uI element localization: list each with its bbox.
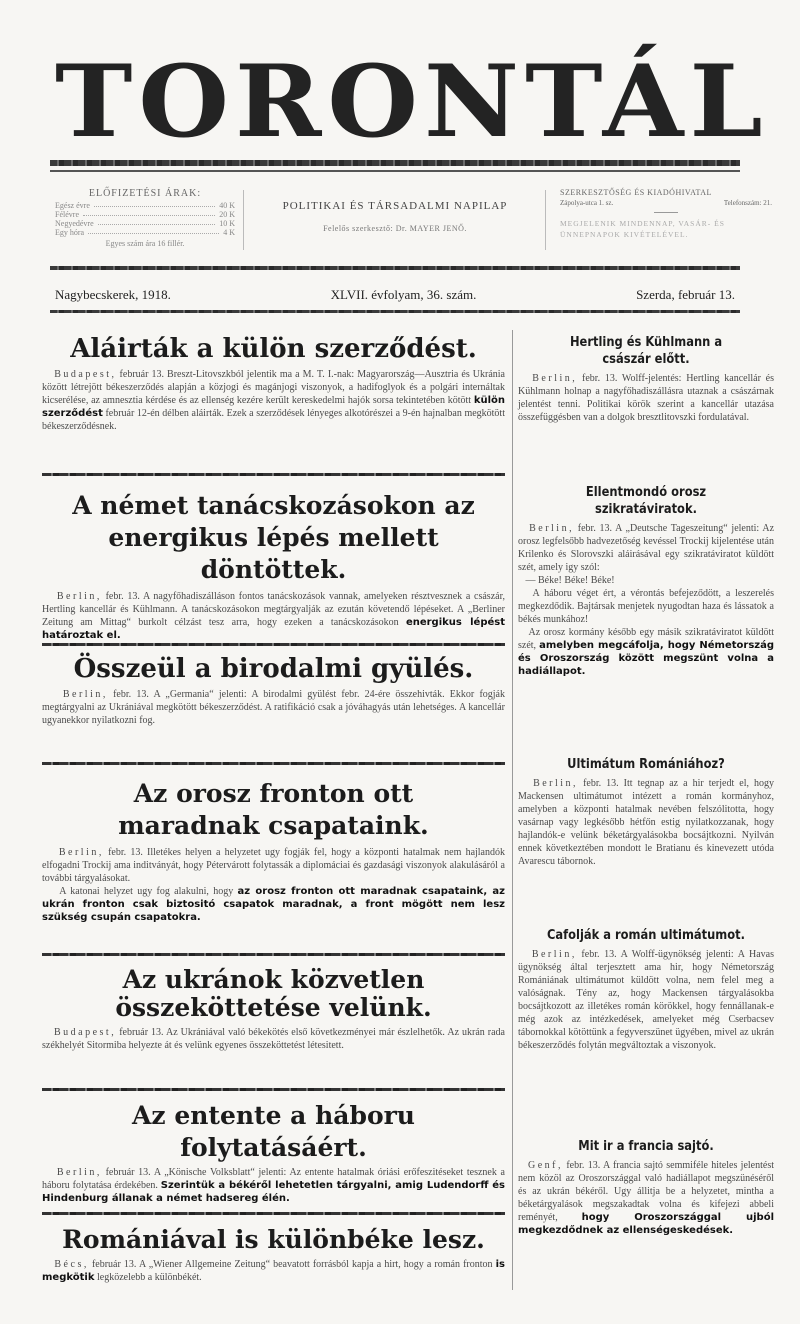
- article-headline: Mit ir a francia sajtó.: [578, 1138, 714, 1154]
- article-body: Bécs, február 13. A „Wiener Allgemeine Zeitung“ beavatott forrásból kapja a hirt, hogy a román fronton is megkötik legközelebb a különbékét.: [42, 1259, 506, 1283]
- article-body: Budapest, február 13. Breszt-Litovszkból jelentik ma a M. T. I.-nak: Magyarország—Ausztria és Ukránia között létrejött békeszerződés alapján a közjogi és magánjogi viszonyok, a hadifoglyok és a polgári internáltak kicserélése, az amnesztia kérdése és az ellenség kezére került kereskedelmi hajók sorsa tekintetében kötött külön szerződést február 12-én délben aláirták. Ezek a szerződések lényeges alkotórészei a 9-én hajnalban megkötött békeszerződésnek.: [42, 369, 505, 432]
- volume-number: XLVII. évfolyam, 36. szám.: [330, 287, 477, 302]
- editor-line: Felelős szerkesztő: Dr. MAYER JENŐ.: [323, 224, 467, 233]
- publication-schedule: MEGJELENIK MINDENNAP, VASÁR- ÉS ÜNNEPNAPOK KIVÉTELÉVEL.: [560, 219, 725, 239]
- article-headline: Hertling és Kühlmann a császár előtt.: [569, 334, 723, 367]
- article: [42, 652, 505, 727]
- price-value: 4 K: [223, 228, 235, 237]
- divider: [654, 212, 678, 213]
- article-body: Genf, febr. 13. A francia sajtó semmiféle hiteles jelentést nem közöl az Oroszországgal való hadiállapot megszünéséről és az ukrán békéről. Ugy állitja be a helyzetet, mintha a béketárgyalások megszakadtak volna és kifejezi abbeli reményét, hogy Oroszországgal ujból megkezdődnek az ellenségeskedések.: [518, 1160, 774, 1236]
- article-headline: Az entente a háboru folytatásáért.: [132, 1101, 415, 1162]
- article-body: Berlin, febr. 13. A „Germania“ jelenti: A birodalmi gyülést febr. 24-ére összehivták. Ekkor fogják megtárgyalni az Ukrániával megkötött békeszerződést. A ratifikáció csak a jóváhagyás után lehetséges. A kancellár ugyanekkor nyilatkozni fog.: [42, 689, 505, 726]
- article-headline: Az ukránok közvetlen összeköttetése velünk.: [115, 965, 432, 1022]
- article: [42, 778, 505, 924]
- place-year: Nagybecskerek, 1918.: [55, 287, 171, 302]
- article: [518, 1138, 774, 1237]
- article-headline: Ultimátum Romániához?: [567, 756, 725, 772]
- paper-subtitle: POLITIKAI ÉS TÁRSADALMI NAPILAP: [282, 200, 508, 212]
- article-body: A háboru véget ért, a vérontás befejeződött, a leszerelés megkezdődik. Bajtársak menjetek nyugodtan haza és lássatok a békés munkához!: [518, 588, 774, 625]
- article-separator: [42, 953, 505, 956]
- article-headline: Romániával is különbéke lesz.: [62, 1225, 485, 1254]
- article: [42, 1224, 505, 1284]
- article-body: Berlin, febr. 13. A „Deutsche Tageszeitung“ jelenti: Az orosz legfelsőbb hadvezetőség kevéssel Trockij kijelentése után Krilenko és Slorovszki aláirásával egy szikratáviratot küldött szét, amely igy szól:: [518, 523, 775, 573]
- price-label: Félévre: [55, 210, 79, 219]
- price-label: Egész évre: [55, 201, 90, 210]
- column-divider: [512, 330, 513, 1290]
- article-body: Az orosz kormány később egy másik szikratáviratot küldött szét, amelyben megcáfolja, hogy Németország és Oroszország között megszünt volna a hadiállapot.: [518, 627, 774, 677]
- price-row: [55, 219, 235, 228]
- price-row: [55, 210, 235, 219]
- subscription-title: ELŐFIZETÉSI ÁRAK:: [88, 188, 202, 199]
- article-body: A katonai helyzet ugy fog alakulni, hogy az orosz fronton ott maradnak csapataink, az ukrán fronton csak biztositó csapatok maradnak, a front mögött nem lesz szükség csupán csapatokra.: [42, 886, 505, 923]
- article-body: Berlin, febr. 13. Illetékes helyen a helyzetet ugy fogják fel, hogy a központi hatalmak nem hajlandók elfogadni Trockij ama inditványát, hogy Pétervárott folytassák a diplomáciai és gazdasági viszonyok alakulásáról a további tárgyalásokat.: [42, 847, 505, 884]
- office-info: [560, 188, 772, 240]
- office-address: Zápolya-utca 1. sz.: [560, 199, 614, 207]
- article: [518, 756, 774, 868]
- article-quote: — Béke! Béke! Béke!: [525, 575, 615, 586]
- article-body: Berlin, febr. 13. A nagyfőhadiszálláson fontos tanácskozások vannak, amelyeken résztvesznek a császár, Hertling kancellár és Kühlmann. A tanácskozásokon megtárgyalják az ezután követendő lépéseket. A „Berliner Zeitung am Mittag“ burkolt célzást tesz arra, hogy ezeken a tanácskozásokon energikus lépést határoztak el.: [42, 591, 505, 641]
- price-value: 40 K: [219, 201, 235, 210]
- paper-subtitle-block: [255, 188, 535, 233]
- article: [42, 1100, 505, 1205]
- office-heading: SZERKESZTŐSÉG ÉS KIADÓHIVATAL: [560, 188, 712, 197]
- price-label: Egy hóra: [55, 228, 85, 237]
- masthead-rule-thin: [50, 170, 740, 172]
- dateline-rule-bottom: [50, 310, 740, 313]
- price-row: [55, 201, 235, 210]
- price-label: Negyedévre: [55, 219, 94, 228]
- article-body: Berlin, február 13. A „Könische Volksblatt“ jelenti: Az entente hatalmak óriási erőfeszitéseket tesznek a háboru folytatása érdekében. Szerintük a békéről lehetetlen tárgyalni, amig Ludendorff és Hindenburg állanak a német hadsereg élén.: [42, 1167, 505, 1204]
- article-body: Berlin, febr. 13. A Wolff-ügynökség jelenti: A Havas ügynökség által terjesztett ama hir, hogy Németország Romániának ultimátumot küldött volna, nem felel meg a valóságnak. Tény az, hogy Mackensen tárgyalásokba bocsájtkozott az illetékes román körökkel, hogy fennállanak-e még azok az intézkedések, amelyeket még Cserbacsev tábornokkal kötöttünk a fegyverszünet ügyében, mivel az ukrán békeszerződés folytán megváltoztak a viszonyok.: [518, 949, 774, 1051]
- article-separator: [42, 1212, 505, 1215]
- article-separator: [42, 643, 505, 646]
- price-value: 10 K: [219, 219, 235, 228]
- issue-date: Szerda, február 13.: [636, 287, 735, 302]
- dateline: [55, 287, 735, 303]
- article-headline: Összeül a birodalmi gyülés.: [73, 654, 474, 684]
- article-headline: Cafolják a román ultimátumot.: [547, 927, 745, 943]
- article-separator: [42, 1088, 505, 1091]
- article: [518, 927, 774, 1052]
- article-headline: Ellentmondó orosz szikratáviratok.: [585, 484, 707, 517]
- dateline-rule-top: [50, 266, 740, 270]
- article: [42, 966, 505, 1052]
- article-body: Berlin, febr. 13. Itt tegnap az a hir terjedt el, hogy Mackensen ultimátumot intézett a román kormányhoz, amelyben a központi hatalmak nevében felszólitotta, hogy vasárnap vagy legkésőbb hétfőn estig nyilatkozzanak, hogy hajlandók-e velünk béketárgyalásokba bocsájtkozni. Nyilván ennek következtében mondott le Bratianu és kinevezett utóda Avarescu tábornok.: [518, 778, 775, 867]
- price-value: 20 K: [219, 210, 235, 219]
- article: [518, 334, 774, 424]
- article: [42, 332, 505, 433]
- newspaper-masthead-title: TORONTÁL: [55, 43, 769, 160]
- subscription-prices: [55, 188, 235, 248]
- article: [42, 490, 505, 642]
- single-copy-price: Egyes szám ára 16 fillér.: [105, 239, 185, 248]
- masthead-rule: [50, 160, 740, 166]
- article-separator: [42, 762, 505, 765]
- article: [518, 484, 774, 678]
- article-headline: Aláirták a külön szerződést.: [70, 334, 477, 364]
- article-separator: [42, 473, 505, 476]
- divider: [545, 190, 546, 250]
- divider: [243, 190, 244, 250]
- office-phone: Telefonszám: 21.: [723, 199, 772, 207]
- article-body: Budapest, február 13. Az Ukrániával való békekötés első következményei már észlelhetők. Az ukrán rada székhelyét Sitormiba helyezte át és velünk egyenes összeköttetést létesitett.: [42, 1027, 505, 1051]
- article-body: Berlin, febr. 13. Wolff-jelentés: Hertling kancellár és Kühlmann holnap a nagyfőhadiszállásra utaznak a császárnak jelentést tenni. Politikai körök szerint a kancellár utazása összefüggésben van a dolgok bresztlitovszki fordulatával.: [518, 373, 774, 423]
- article-headline: Az orosz fronton ott maradnak csapataink.: [118, 779, 429, 840]
- price-row: [55, 228, 235, 237]
- article-headline: A német tanácskozásokon az energikus lépés mellett döntöttek.: [72, 491, 475, 584]
